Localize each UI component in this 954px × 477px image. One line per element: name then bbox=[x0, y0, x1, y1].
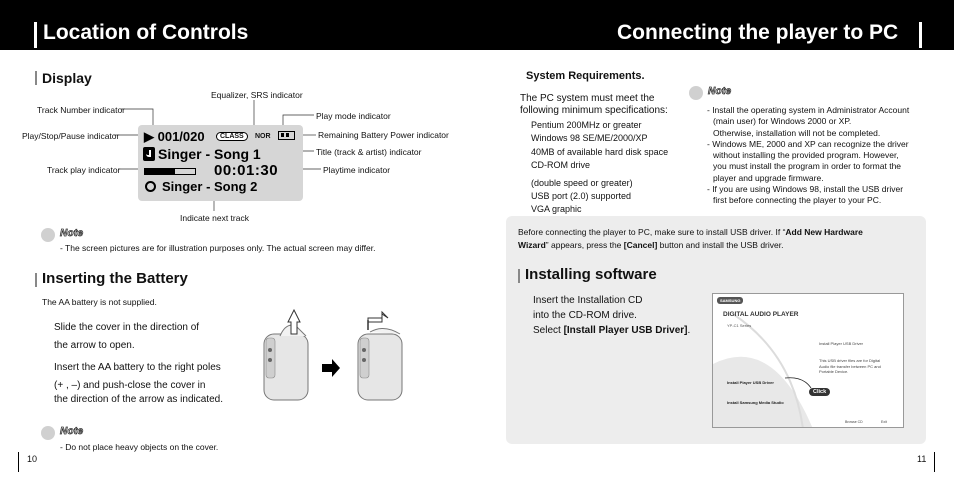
label-play-stop: Play/Stop/Pause indicator bbox=[22, 131, 120, 141]
note-label: Note bbox=[60, 228, 84, 239]
label-play-mode: Play mode indicator bbox=[316, 111, 391, 121]
lcd-track-number: ▶ 001/020 bbox=[144, 129, 205, 144]
install-step-select: Select bbox=[533, 325, 564, 336]
installer-desc-line: This USB driver files are for Digital bbox=[819, 358, 881, 363]
installer-browse-cd[interactable]: Browse CD bbox=[845, 420, 863, 424]
battery-note-label: Note bbox=[60, 426, 84, 437]
display-note-text: - The screen pictures are for illustration purposes only. The actual screen may differ. bbox=[60, 243, 376, 253]
pc-note-label: Note bbox=[708, 86, 732, 97]
left-page-title: Location of Controls bbox=[43, 21, 249, 44]
installer-exit[interactable]: Exit bbox=[881, 420, 887, 424]
pc-note-line: without installing the provided program. However, bbox=[713, 150, 899, 161]
label-title-track: Title (track & artist) indicator bbox=[316, 147, 422, 157]
panel-intro-text-3: button and install the USB driver. bbox=[657, 240, 784, 250]
installer-product-title: DIGITAL AUDIO PLAYER bbox=[723, 311, 799, 318]
install-player-usb-driver-button[interactable]: Install Player USB Driver bbox=[727, 380, 774, 385]
battery-section-title: Inserting the Battery bbox=[42, 270, 188, 287]
battery-step2-line1: Insert the AA battery to the right poles bbox=[54, 362, 221, 373]
lcd-mode: NOR bbox=[255, 133, 271, 140]
installer-screenshot bbox=[712, 293, 904, 428]
lcd-playtime: 00:01:30 bbox=[214, 162, 279, 179]
install-section-accent bbox=[518, 269, 520, 283]
battery-note-icon bbox=[41, 426, 55, 440]
install-step-line3 bbox=[533, 324, 690, 337]
system-item: CD-ROM drive bbox=[531, 160, 591, 171]
left-page-number: 10 bbox=[27, 454, 38, 464]
system-item: Windows 98 SE/ME/2000/XP bbox=[531, 133, 648, 144]
system-item: (double speed or greater) bbox=[531, 177, 633, 188]
lcd-next-song: Singer - Song 2 bbox=[162, 179, 258, 194]
song-icon bbox=[143, 147, 155, 161]
battery-step1-line2: the arrow to open. bbox=[54, 340, 135, 351]
battery-section-accent bbox=[35, 273, 37, 287]
installer-description bbox=[819, 358, 881, 375]
panel-intro bbox=[518, 226, 918, 252]
right-page-title: Connecting the player to PC bbox=[617, 21, 899, 44]
system-item: USB port (2.0) supported bbox=[531, 190, 632, 201]
header-right-accent bbox=[919, 22, 922, 48]
pc-note-icon bbox=[689, 86, 703, 100]
label-equalizer: Equalizer, SRS indicator bbox=[211, 90, 303, 100]
battery-step1-line1: Slide the cover in the direction of bbox=[54, 322, 200, 333]
install-section-title: Installing software bbox=[525, 266, 657, 283]
panel-intro-text: Before connecting the player to PC, make sure to install USB driver. If “ bbox=[518, 227, 786, 237]
pc-note-line: Otherwise, installation will not be completed. bbox=[713, 127, 881, 138]
player-open-image bbox=[264, 310, 308, 400]
system-item: Pentium 200MHz or greater bbox=[531, 120, 642, 130]
right-footer-rule bbox=[934, 452, 935, 472]
pc-note-line: - Install the operating system in Administrator Account bbox=[707, 105, 910, 115]
next-track-icon bbox=[145, 181, 156, 192]
system-intro-line1: The PC system must meet the bbox=[520, 93, 655, 104]
label-track-play: Track play indicator bbox=[47, 165, 121, 175]
system-intro-line2: following minimum specifications: bbox=[520, 105, 668, 116]
player-closed-image bbox=[358, 312, 402, 400]
battery-icon bbox=[278, 131, 295, 140]
install-step-period: . bbox=[687, 325, 691, 336]
battery-step2-line2: (+ , –) and push-close the cover in bbox=[54, 380, 206, 391]
battery-note-text: - Do not place heavy objects on the cover. bbox=[60, 442, 219, 452]
lcd-song-title: Singer - Song 1 bbox=[158, 146, 261, 162]
panel-intro-bold: Add New Hardware bbox=[785, 227, 863, 237]
install-step-line2: into the CD-ROM drive. bbox=[533, 310, 637, 321]
pc-note-line: - If you are using Windows 98, install the USB driver bbox=[707, 184, 904, 195]
panel-intro-text-2: ” appears, press the bbox=[545, 240, 624, 250]
display-section-title: Display bbox=[42, 70, 92, 86]
system-requirements-title: System Requirements. bbox=[526, 70, 645, 82]
panel-intro-cancel: [Cancel] bbox=[623, 240, 658, 250]
samsung-logo: SAMSUNG bbox=[717, 297, 743, 304]
installer-desc-line: Portable Device. bbox=[819, 369, 849, 374]
track-progress-bar bbox=[144, 168, 196, 175]
pc-note-text bbox=[707, 105, 909, 207]
installer-desc-line: Audio file transfer between PC and bbox=[819, 363, 881, 369]
pc-note-line: (main user) for Windows 2000 or XP. bbox=[713, 116, 852, 127]
click-badge: Click bbox=[809, 388, 830, 396]
battery-intro: The AA battery is not supplied. bbox=[42, 297, 157, 307]
installer-model: YP-C1 Series bbox=[727, 323, 752, 328]
system-item: VGA graphic bbox=[531, 204, 582, 215]
lcd-eq-badge: CLASS bbox=[216, 132, 248, 141]
lcd-display bbox=[138, 125, 303, 201]
label-track-number: Track Number indicator bbox=[37, 105, 126, 115]
label-battery: Remaining Battery Power indicator bbox=[318, 130, 449, 140]
pc-note-line: player and upgrade firmware. bbox=[713, 172, 824, 183]
pc-note-line: you must install the program in order to format the bbox=[713, 161, 902, 172]
installer-caption: Install Player USB Driver bbox=[819, 341, 864, 346]
right-page-number: 11 bbox=[917, 454, 927, 464]
label-playtime: Playtime indicator bbox=[323, 165, 391, 175]
panel-intro-bold-2: Wizard bbox=[518, 240, 546, 250]
battery-illustration bbox=[260, 308, 420, 403]
pc-note-line: first before connecting the player to your PC. bbox=[713, 195, 882, 206]
install-media-studio-button[interactable]: Install Samsung Media Studio bbox=[727, 400, 784, 405]
right-arrow-icon bbox=[322, 359, 340, 377]
label-next-track: Indicate next track bbox=[180, 213, 249, 223]
install-step-driver-name: [Install Player USB Driver] bbox=[563, 325, 688, 336]
note-icon bbox=[41, 228, 55, 242]
battery-step2-line3: the direction of the arrow as indicated. bbox=[54, 394, 223, 405]
pc-note-line: - Windows ME, 2000 and XP can recognize the driver bbox=[707, 138, 909, 149]
system-item: 40MB of available hard disk space bbox=[531, 146, 669, 157]
system-requirements-list bbox=[531, 119, 668, 217]
install-step-line1: Insert the Installation CD bbox=[533, 295, 643, 306]
left-footer-rule bbox=[18, 452, 19, 472]
